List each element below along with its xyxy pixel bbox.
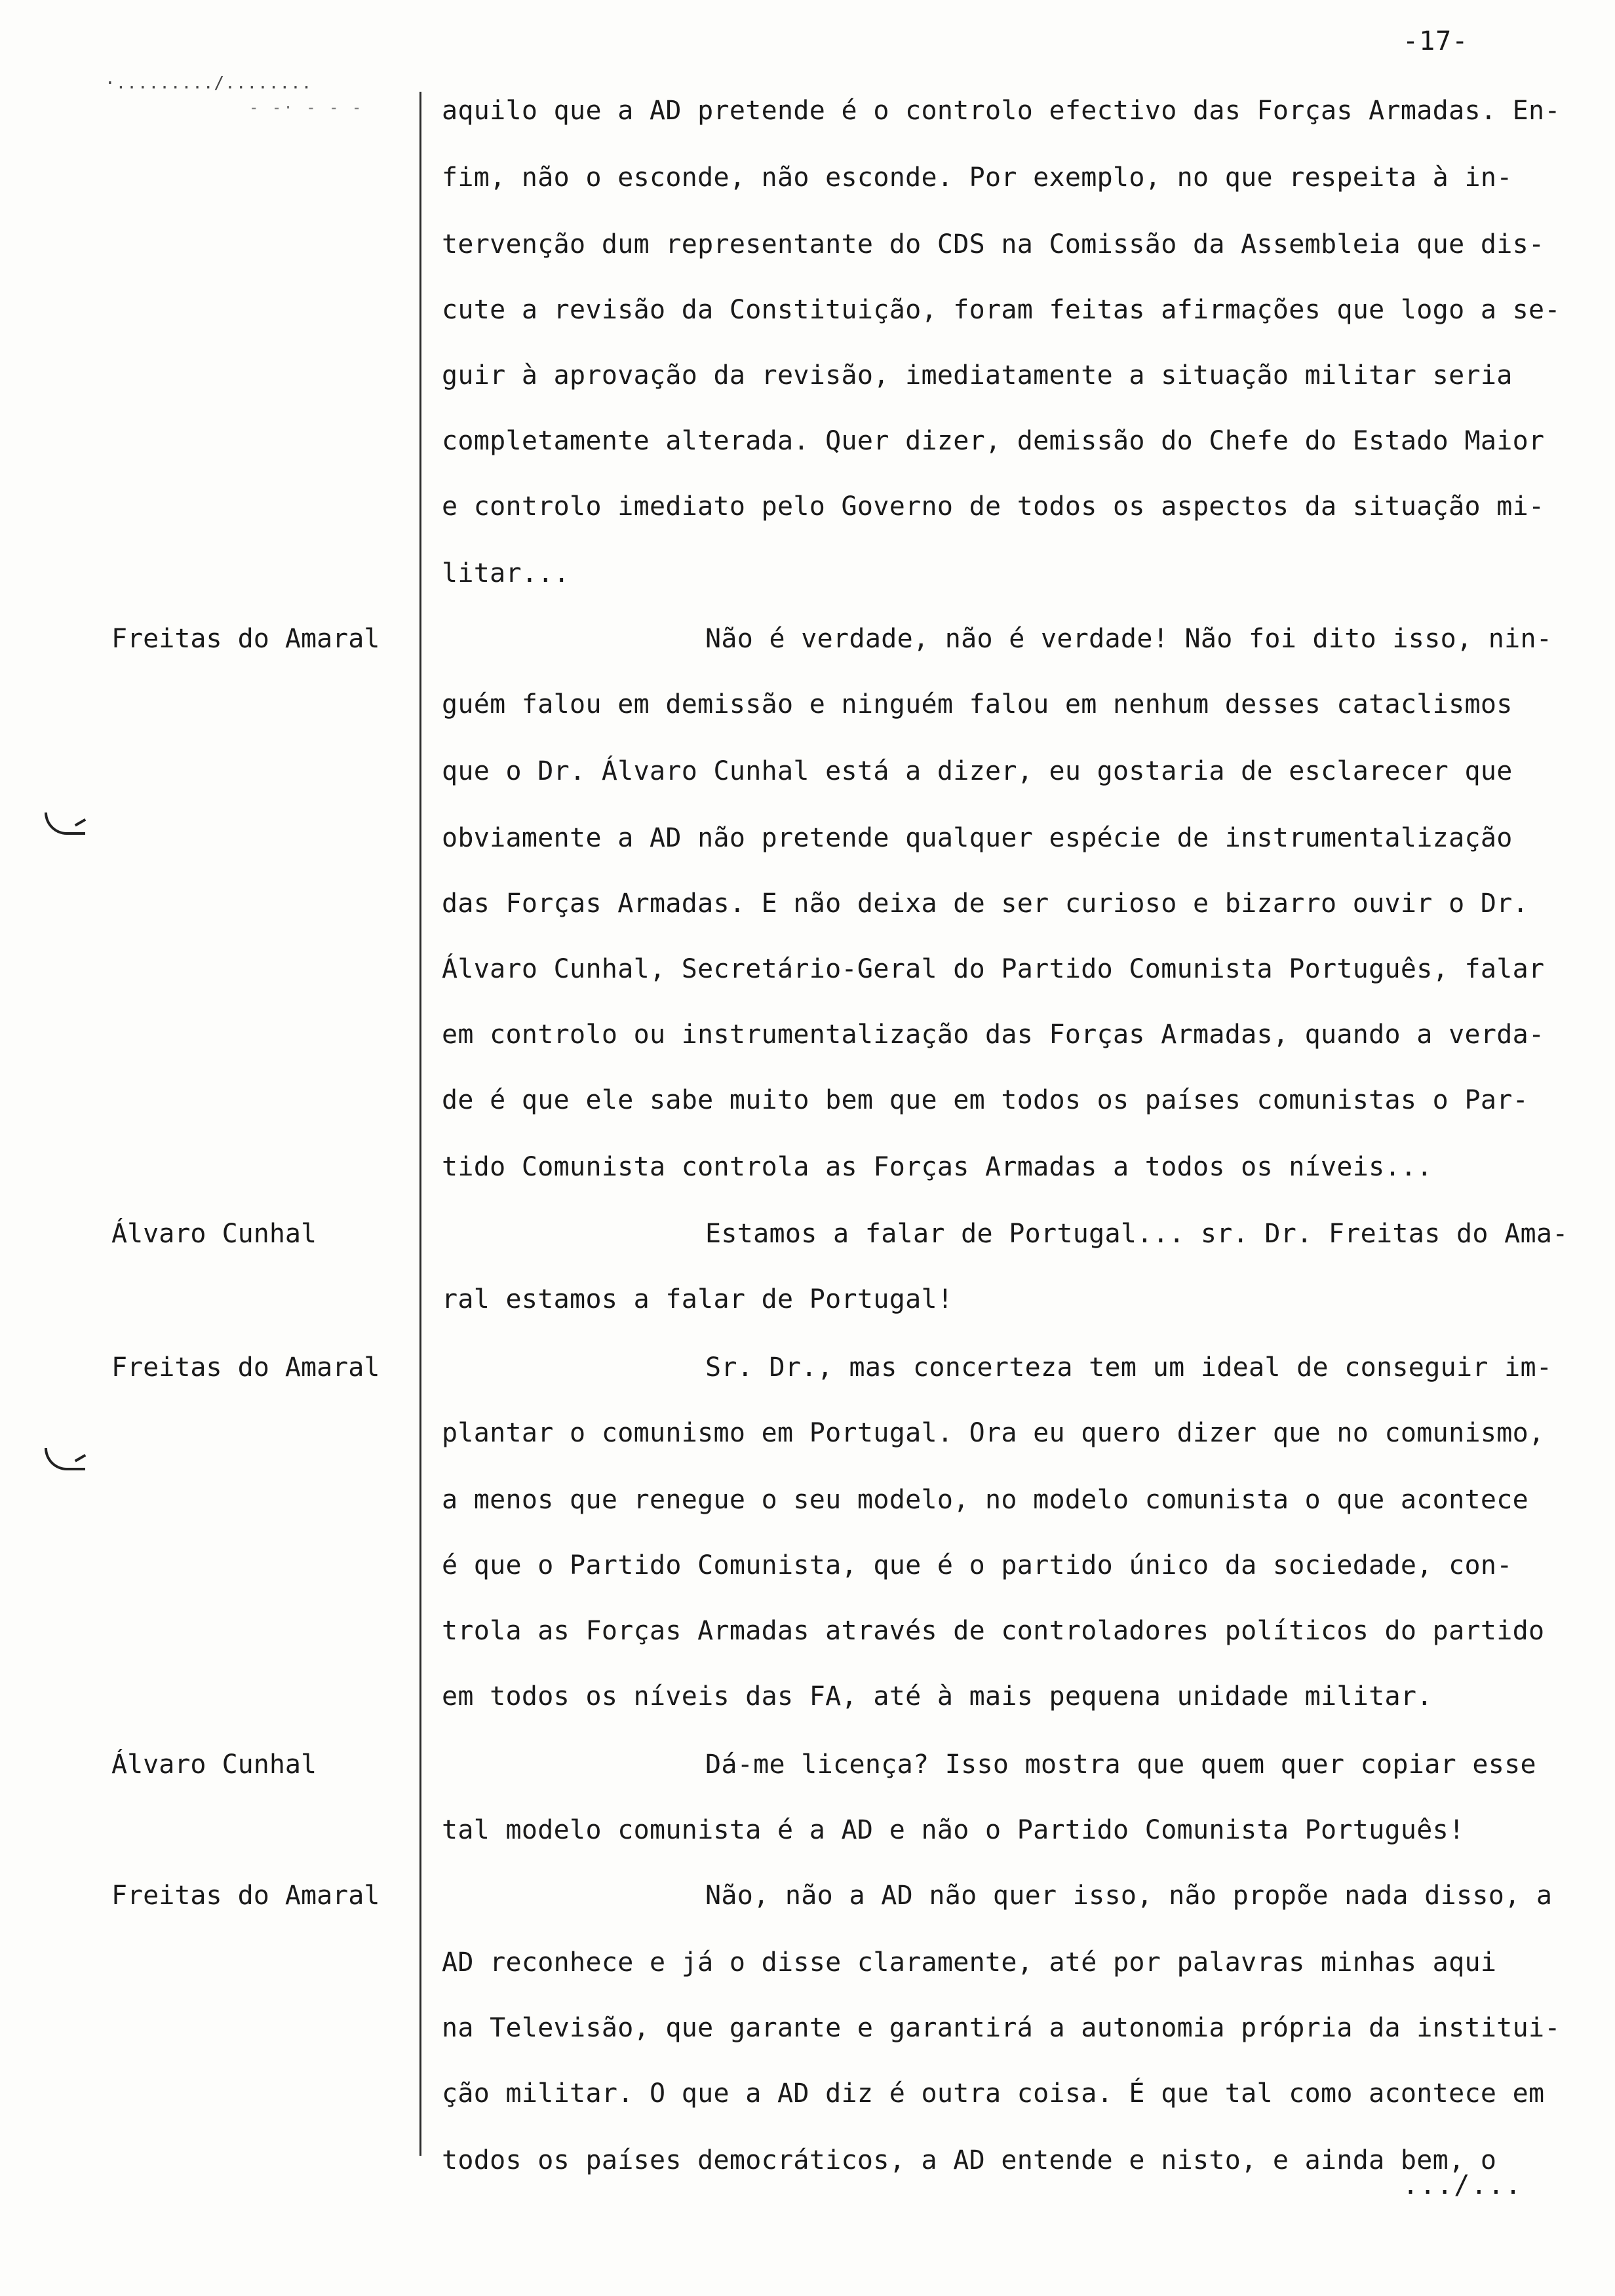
- text-line: das Forças Armadas. E não deixa de ser curioso e bizarro ouvir o Dr.: [442, 889, 1528, 919]
- text-line: de é que ele sabe muito bem que em todos os países comunistas o Par-: [442, 1085, 1528, 1115]
- text-line: em controlo ou instrumentalização das Forças Armadas, quando a verda-: [442, 1020, 1545, 1050]
- text-line: fim, não o esconde, não esconde. Por exemplo, no que respeita à in-: [442, 163, 1513, 193]
- continuation-mark: .../...: [1403, 2170, 1523, 2200]
- page-number: -17-: [1403, 26, 1469, 56]
- speaker-label: Álvaro Cunhal: [111, 1219, 317, 1249]
- text-line: a menos que renegue o seu modelo, no modelo comunista o que acontece: [442, 1485, 1528, 1515]
- text-line: é que o Partido Comunista, que é o partido único da sociedade, con-: [442, 1550, 1513, 1580]
- text-line: guir à aprovação da revisão, imediatamente a situação militar seria: [442, 360, 1513, 391]
- text-line: aquilo que a AD pretende é o controlo efectivo das Forças Armadas. En-: [442, 96, 1561, 126]
- speaker-label: Freitas do Amaral: [111, 1352, 380, 1383]
- text-line: todos os países democráticos, a AD entende e nisto, e ainda bem, o: [442, 2145, 1497, 2175]
- text-line: litar...: [442, 558, 570, 588]
- margin-brace-mark: [45, 813, 85, 835]
- text-line: Sr. Dr., mas concerteza tem um ideal de conseguir im-: [705, 1352, 1553, 1383]
- text-line: tido Comunista controla as Forças Armadas a todos os níveis...: [442, 1152, 1433, 1182]
- speaker-label: Freitas do Amaral: [111, 1881, 380, 1911]
- text-line: trola as Forças Armadas através de controladores políticos do partido: [442, 1616, 1545, 1646]
- margin-mark-secondary: - -· - - -: [249, 98, 364, 117]
- text-line: Álvaro Cunhal, Secretário-Geral do Partido Comunista Português, falar: [442, 954, 1545, 984]
- margin-mark: ·........./........: [105, 73, 313, 93]
- margin-brace-mark: [45, 1448, 85, 1470]
- text-line: plantar o comunismo em Portugal. Ora eu quero dizer que no comunismo,: [442, 1418, 1545, 1448]
- text-line: em todos os níveis das FA, até à mais pequena unidade militar.: [442, 1681, 1433, 1712]
- text-line: cute a revisão da Constituição, foram feitas afirmações que logo a se-: [442, 295, 1561, 325]
- text-line: Estamos a falar de Portugal... sr. Dr. Freitas do Ama-: [705, 1219, 1568, 1249]
- text-line: e controlo imediato pelo Governo de todos os aspectos da situação mi-: [442, 491, 1545, 522]
- text-line: ral estamos a falar de Portugal!: [442, 1284, 954, 1314]
- text-line: tervenção dum representante do CDS na Comissão da Assembleia que dis-: [442, 229, 1545, 259]
- text-line: Não é verdade, não é verdade! Não foi dito isso, nin-: [705, 624, 1553, 654]
- text-line: guém falou em demissão e ninguém falou em nenhum desses cataclismos: [442, 689, 1513, 719]
- text-line: completamente alterada. Quer dizer, demissão do Chefe do Estado Maior: [442, 426, 1545, 456]
- text-line: que o Dr. Álvaro Cunhal está a dizer, eu gostaria de esclarecer que: [442, 756, 1513, 786]
- text-line: ção militar. O que a AD diz é outra coisa. É que tal como acontece em: [442, 2078, 1545, 2109]
- speaker-label: Álvaro Cunhal: [111, 1750, 317, 1780]
- text-line: tal modelo comunista é a AD e não o Partido Comunista Português!: [442, 1815, 1465, 1845]
- speaker-label: Freitas do Amaral: [111, 624, 380, 654]
- text-line: AD reconhece e já o disse claramente, até por palavras minhas aqui: [442, 1947, 1497, 1978]
- text-line: Não, não a AD não quer isso, não propõe nada disso, a: [705, 1881, 1553, 1911]
- text-line: Dá-me licença? Isso mostra que quem quer copiar esse: [705, 1750, 1536, 1780]
- text-line: na Televisão, que garante e garantirá a autonomia própria da institui-: [442, 2013, 1561, 2043]
- text-line: obviamente a AD não pretende qualquer espécie de instrumentalização: [442, 823, 1513, 853]
- margin-rule: [419, 92, 421, 2156]
